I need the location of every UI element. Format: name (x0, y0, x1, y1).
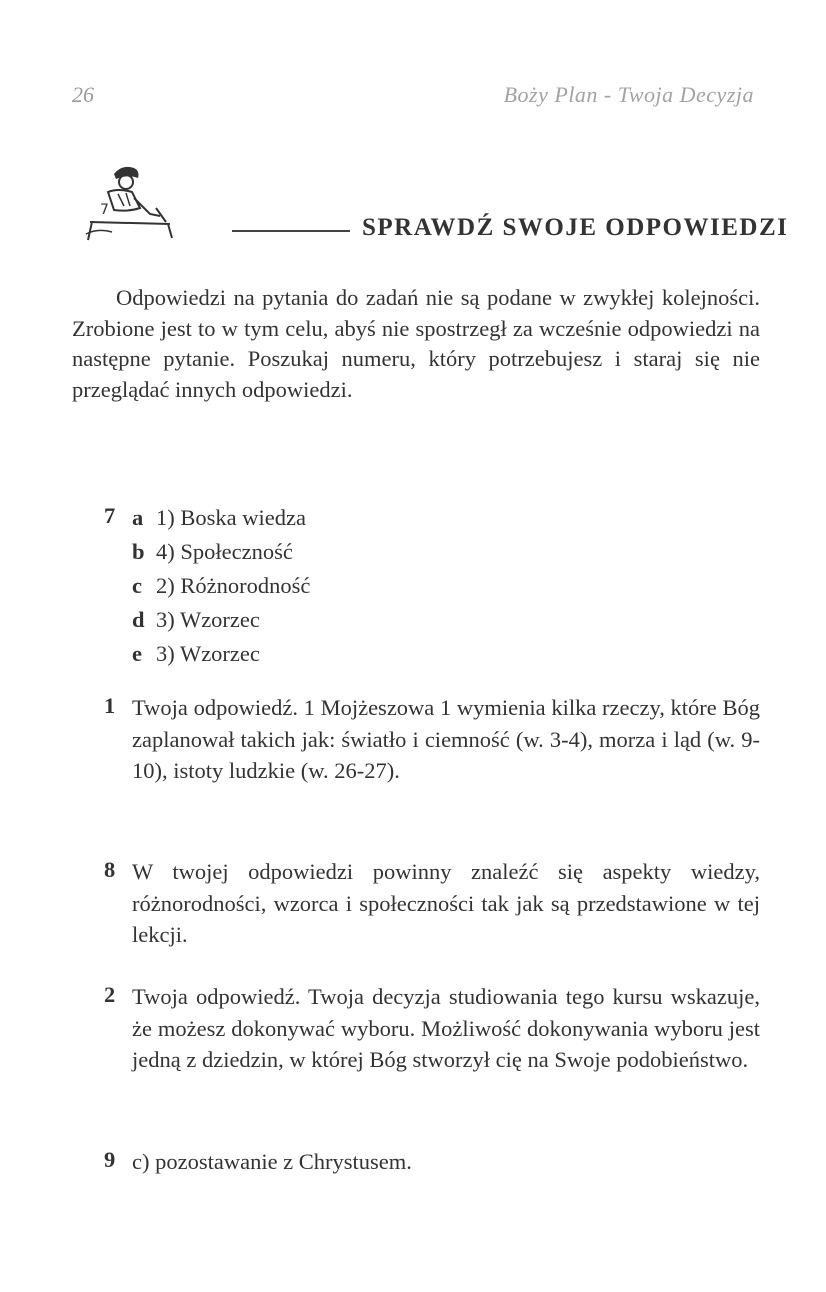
answer-1-text: Twoja odpowiedź. 1 Mojżeszowa 1 wymienia kilka rzeczy, które Bóg zaplanował takich jak: światło i ciemność (w. 3-4), morza i ląd (w. 9-10), istoty ludzkie (w. 26-27). (132, 695, 760, 783)
answer-7-item-c (132, 571, 310, 601)
intro-paragraph (72, 283, 760, 405)
running-head (72, 82, 754, 112)
item-letter: c (132, 573, 142, 598)
answer-8-text: W twojej odpowiedzi powinny znaleźć się aspekty wiedzy, różnorodności, wzorca i społeczności tak jak są przedstawione w tej lekcji. (132, 859, 760, 947)
answer-number: 1 (104, 693, 116, 718)
item-text: 1) Boska wiedza (156, 505, 306, 530)
student-writing-icon (78, 162, 178, 244)
page-number: 26 (72, 82, 94, 107)
item-letter: d (132, 607, 145, 632)
book-title: Boży Plan - Twoja Decyzja (503, 82, 754, 107)
answer-7-item-b (132, 537, 293, 567)
answer-9-text: c) pozostawanie z Chrystusem. (132, 1149, 412, 1174)
item-letter: e (132, 641, 142, 666)
item-text: 3) Wzorzec (156, 641, 260, 666)
item-text: 4) Społeczność (156, 539, 293, 564)
answer-7-item-e (132, 639, 260, 669)
answer-number: 2 (104, 982, 116, 1007)
answer-2-text: Twoja odpowiedź. Twoja decyzja studiowania tego kursu wskazuje, że możesz dokonywać wyboru. Możliwość dokonywania wyboru jest jedną z dziedzin, w której Bóg stworzył cię na Swoje podobieństwo. (132, 984, 760, 1072)
svg-text:7: 7 (100, 202, 109, 218)
item-text: 3) Wzorzec (156, 607, 260, 632)
answer-number: 8 (104, 857, 116, 882)
answer-7-item-d (132, 605, 260, 635)
item-text: 2) Różnorodność (156, 573, 311, 598)
header-rule (232, 230, 350, 232)
item-letter: a (132, 505, 144, 530)
answer-7-item-a (132, 503, 306, 533)
answer-number: 9 (104, 1147, 116, 1172)
answer-number: 7 (104, 503, 116, 528)
item-letter: b (132, 539, 145, 564)
section-header (72, 162, 789, 252)
section-title: SPRAWDŹ SWOJE ODPOWIEDZI (362, 214, 789, 241)
intro-text: Odpowiedzi na pytania do zadań nie są podane w zwykłej kolejności. Zrobione jest to w tym celu, abyś nie spostrzegł za wcześnie odpowiedzi na następne pytanie. Poszukaj numeru, który potrzebujesz i staraj się nie przeglądać innych odpowiedzi. (72, 285, 760, 402)
